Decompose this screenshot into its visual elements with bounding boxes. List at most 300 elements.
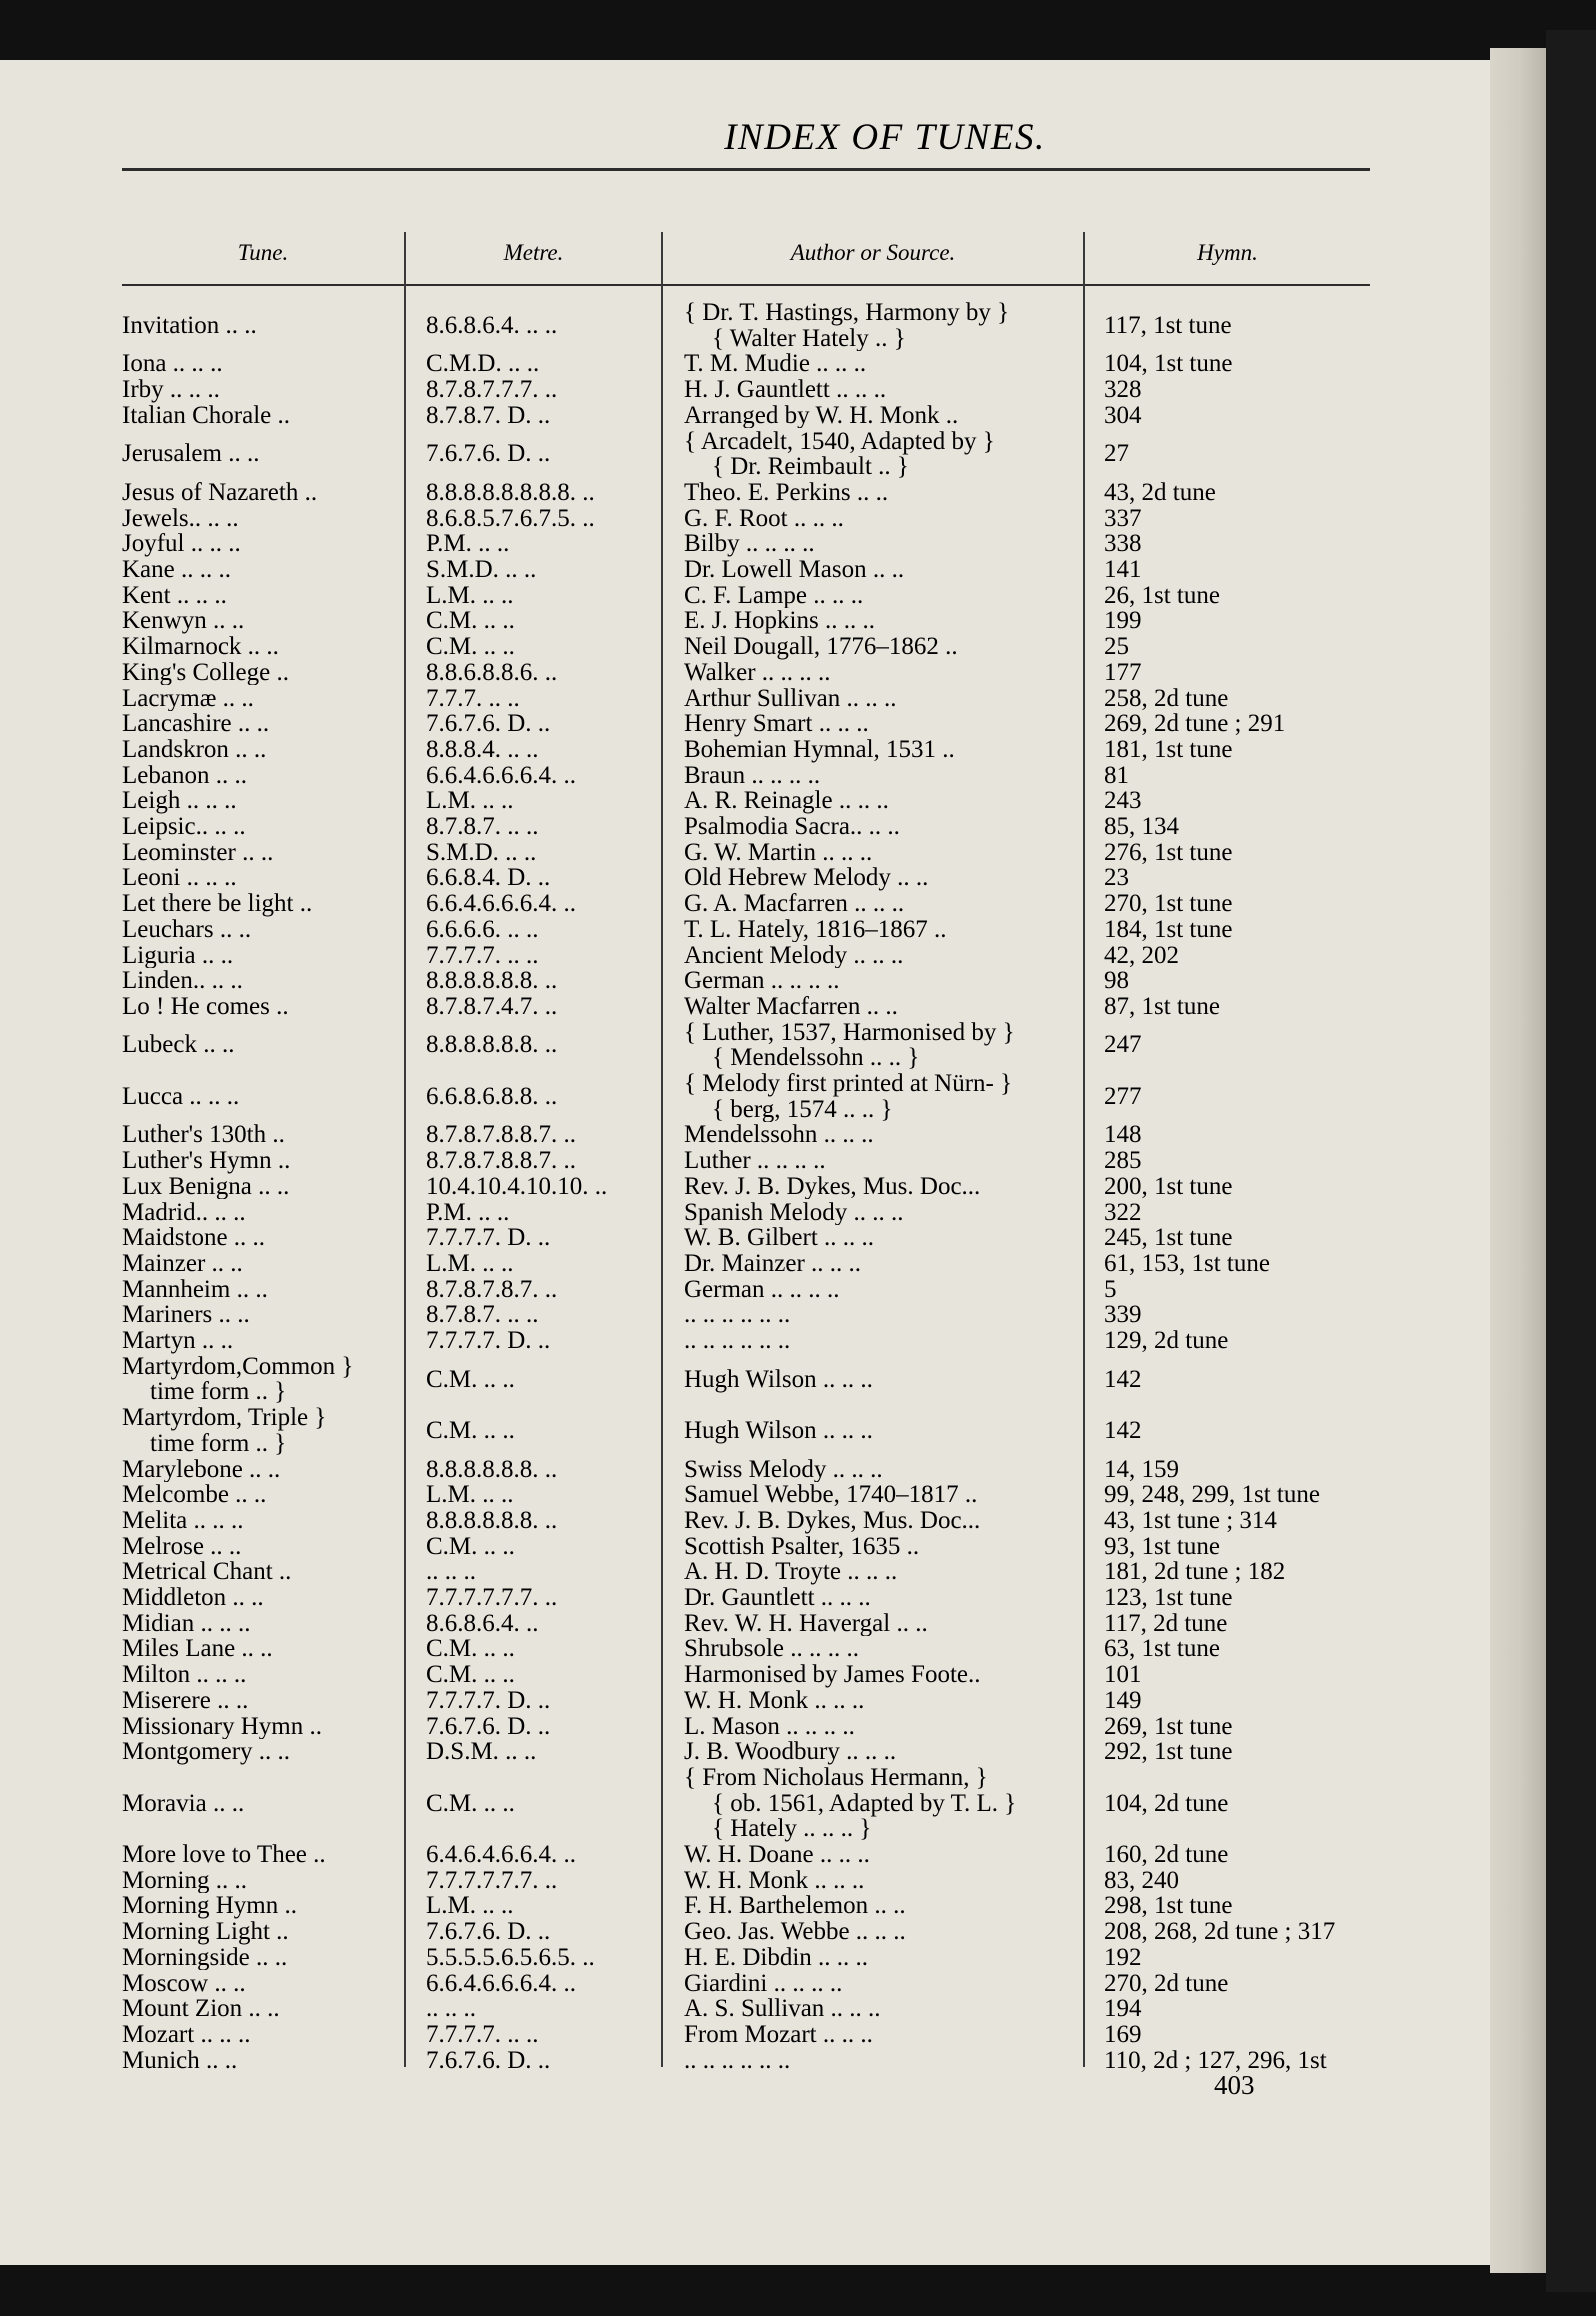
cell-tune xyxy=(122,1765,402,1842)
tune-text: Missionary Hymn .. xyxy=(122,1713,322,1740)
tune-text: Martyrdom,Common } xyxy=(122,1353,354,1380)
tune-text: Morning Hymn .. xyxy=(122,1893,297,1920)
cell-source xyxy=(684,763,1102,789)
tune-text: Lacrymæ .. .. xyxy=(122,685,254,712)
tune-text: Kilmarnock .. .. xyxy=(122,634,279,660)
cell-hymn xyxy=(1104,994,1404,1020)
cell-tune xyxy=(122,1996,402,2022)
cell-source xyxy=(684,1071,1102,1122)
cell-source xyxy=(684,557,1102,583)
cell-source xyxy=(684,686,1102,712)
metre-text: C.M.D. .. .. xyxy=(426,351,540,378)
cell-metre xyxy=(426,1302,676,1328)
cell-tune xyxy=(122,1688,402,1714)
hymn-text: 142 xyxy=(1104,1365,1142,1393)
source-text: Ancient Melody .. .. .. xyxy=(684,942,904,969)
cell-tune xyxy=(122,1714,402,1740)
source-text: A. H. D. Troyte .. .. .. xyxy=(684,1559,898,1585)
cell-tune xyxy=(122,1148,402,1174)
cell-tune xyxy=(122,1534,402,1560)
hymn-text: 85, 134 xyxy=(1104,814,1179,840)
cell-hymn xyxy=(1104,968,1404,994)
table-row xyxy=(122,968,1370,994)
cell-hymn xyxy=(1104,1688,1404,1714)
table-row xyxy=(122,1482,1370,1508)
source-text: .. .. .. .. .. .. xyxy=(684,1302,791,1328)
cell-metre xyxy=(426,1636,676,1662)
tune-text: Kane .. .. .. xyxy=(122,557,231,583)
cell-metre xyxy=(426,480,676,506)
source-text: { Luther, 1537, Harmonised by } xyxy=(684,1019,1015,1046)
top-rule xyxy=(122,168,1370,171)
tune-text: Italian Chorale .. xyxy=(122,402,290,429)
metre-text: 6.6.4.6.6.6.4. .. xyxy=(426,891,576,917)
hymn-text: 149 xyxy=(1104,1687,1142,1714)
cell-metre xyxy=(426,1020,676,1071)
table-row xyxy=(122,814,1370,840)
metre-text: 8.6.8.6.4. .. xyxy=(426,1610,539,1637)
tune-text: Lancashire .. .. xyxy=(122,711,270,737)
cell-hymn xyxy=(1104,377,1404,403)
metre-text: C.M. .. .. xyxy=(426,1416,515,1444)
cell-metre xyxy=(426,1328,676,1354)
hymn-text: 61, 153, 1st tune xyxy=(1104,1250,1270,1277)
cell-hymn xyxy=(1104,1714,1404,1740)
cell-tune xyxy=(122,1482,402,1508)
cell-hymn xyxy=(1104,1277,1404,1303)
cell-tune xyxy=(122,608,402,634)
cell-source xyxy=(684,1636,1102,1662)
cell-hymn xyxy=(1104,1302,1404,1328)
cell-source xyxy=(684,1662,1102,1688)
hymn-text: 200, 1st tune xyxy=(1104,1173,1233,1200)
cell-source xyxy=(684,2022,1102,2048)
source-text: H. J. Gauntlett .. .. .. xyxy=(684,377,887,403)
source-text: From Mozart .. .. .. xyxy=(684,2021,873,2048)
cell-source xyxy=(684,943,1102,969)
metre-text: 6.6.8.4. D. .. xyxy=(426,865,551,892)
metre-text: P.M. .. .. xyxy=(426,1199,510,1226)
cell-tune xyxy=(122,711,402,737)
tune-text: Linden.. .. .. xyxy=(122,968,243,994)
cell-metre xyxy=(426,840,676,866)
source-text: Bohemian Hymnal, 1531 .. xyxy=(684,736,955,763)
cell-hymn xyxy=(1104,814,1404,840)
tune-text: Kenwyn .. .. xyxy=(122,608,245,635)
cell-tune xyxy=(122,1200,402,1226)
source-text: W. H. Monk .. .. .. xyxy=(684,1867,865,1894)
table-row xyxy=(122,917,1370,943)
source-text: W. H. Monk .. .. .. xyxy=(684,1687,865,1714)
cell-hymn xyxy=(1104,840,1404,866)
cell-tune xyxy=(122,1251,402,1277)
cell-tune xyxy=(122,968,402,994)
cell-hymn xyxy=(1104,1020,1404,1071)
source-text: Bilby .. .. .. .. xyxy=(684,531,815,557)
table-row xyxy=(122,583,1370,609)
cell-hymn xyxy=(1104,1148,1404,1174)
tune-text: Leoni .. .. .. xyxy=(122,865,237,892)
cell-hymn xyxy=(1104,1354,1404,1405)
source-text: W. H. Doane .. .. .. xyxy=(684,1842,870,1868)
source-text: Geo. Jas. Webbe .. .. .. xyxy=(684,1919,906,1945)
table-row xyxy=(122,608,1370,634)
table-row xyxy=(122,1277,1370,1303)
cell-metre xyxy=(426,1174,676,1200)
hymn-text: 81 xyxy=(1104,762,1129,789)
source-text: Rev. J. B. Dykes, Mus. Doc... xyxy=(684,1173,981,1200)
cell-metre xyxy=(426,1945,676,1971)
cell-metre xyxy=(426,660,676,686)
cell-source xyxy=(684,1893,1102,1919)
cell-tune xyxy=(122,1277,402,1303)
source-text: H. E. Dibdin .. .. .. xyxy=(684,1944,869,1971)
cell-metre xyxy=(426,506,676,532)
cell-source xyxy=(684,351,1102,377)
source-text: { berg, 1574 .. .. } xyxy=(712,1095,893,1123)
cell-source xyxy=(684,506,1102,532)
table-row xyxy=(122,711,1370,737)
cell-source xyxy=(684,1354,1102,1405)
cell-metre xyxy=(426,814,676,840)
cell-source xyxy=(684,2048,1102,2074)
table-row xyxy=(122,1945,1370,1971)
hymn-text: 98 xyxy=(1104,968,1129,994)
table-row xyxy=(122,943,1370,969)
source-text: Neil Dougall, 1776–1862 .. xyxy=(684,634,958,660)
table-row xyxy=(122,480,1370,506)
table-row xyxy=(122,351,1370,377)
cell-source xyxy=(684,1971,1102,1997)
cell-hymn xyxy=(1104,711,1404,737)
source-text: Old Hebrew Melody .. .. xyxy=(684,865,929,892)
source-text: Dr. Mainzer .. .. .. xyxy=(684,1250,862,1277)
metre-text: 8.7.8.7.8.8.7. .. xyxy=(426,1148,576,1174)
table-row xyxy=(122,763,1370,789)
cell-hymn xyxy=(1104,351,1404,377)
source-text: G. F. Root .. .. .. xyxy=(684,505,844,532)
metre-text: 7.7.7.7. D. .. xyxy=(426,1328,551,1354)
table-row xyxy=(122,1559,1370,1585)
source-text: A. R. Reinagle .. .. .. xyxy=(684,788,889,814)
cell-metre xyxy=(426,531,676,557)
cell-hymn xyxy=(1104,660,1404,686)
cell-source xyxy=(684,840,1102,866)
cell-metre xyxy=(426,1868,676,1894)
cell-hymn xyxy=(1104,1534,1404,1560)
table-row xyxy=(122,403,1370,429)
cell-source xyxy=(684,737,1102,763)
hymn-text: 269, 1st tune xyxy=(1104,1713,1233,1740)
tune-text: Joyful .. .. .. xyxy=(122,531,241,557)
tune-text: More love to Thee .. xyxy=(122,1842,326,1868)
source-text: Arthur Sullivan .. .. .. xyxy=(684,685,897,712)
table-row xyxy=(122,840,1370,866)
metre-text: 8.8.8.8.8.8. .. xyxy=(426,1507,558,1534)
source-text: T. M. Mudie .. .. .. xyxy=(684,351,867,378)
source-text: F. H. Barthelemon .. .. xyxy=(684,1893,906,1920)
source-text: Harmonised by James Foote.. xyxy=(684,1662,981,1688)
tune-text: Mannheim .. .. xyxy=(122,1276,268,1303)
tune-text: Maidstone .. .. xyxy=(122,1225,266,1251)
source-text: Dr. Gauntlett .. .. .. xyxy=(684,1585,871,1611)
cell-hymn xyxy=(1104,583,1404,609)
table-row xyxy=(122,660,1370,686)
source-text: Mendelssohn .. .. .. xyxy=(684,1122,874,1149)
cell-source xyxy=(684,994,1102,1020)
tune-text: Melcombe .. .. xyxy=(122,1482,267,1508)
table-row xyxy=(122,1071,1370,1122)
tune-text: Iona .. .. .. xyxy=(122,351,223,378)
cell-hymn xyxy=(1104,2022,1404,2048)
tune-text: Lux Benigna .. .. xyxy=(122,1173,290,1200)
cell-tune xyxy=(122,531,402,557)
header-rule xyxy=(122,284,1370,286)
cell-metre xyxy=(426,1765,676,1842)
cell-tune xyxy=(122,403,402,429)
cell-metre xyxy=(426,1482,676,1508)
cell-tune xyxy=(122,1225,402,1251)
metre-text: 7.7.7.7.7.7. .. xyxy=(426,1867,558,1894)
tune-text: Invitation .. .. xyxy=(122,311,257,339)
hymn-text: 99, 248, 299, 1st tune xyxy=(1104,1482,1320,1508)
cell-source xyxy=(684,634,1102,660)
table-row xyxy=(122,1662,1370,1688)
metre-text: .. .. .. xyxy=(426,1996,476,2022)
source-text: Rev. J. B. Dykes, Mus. Doc... xyxy=(684,1507,981,1534)
table-row xyxy=(122,1842,1370,1868)
source-text: Arranged by W. H. Monk .. xyxy=(684,402,959,429)
table-row xyxy=(122,1122,1370,1148)
page-title: INDEX OF TUNES. xyxy=(724,117,1046,158)
cell-hymn xyxy=(1104,763,1404,789)
cell-hymn xyxy=(1104,1559,1404,1585)
tune-text: Miles Lane .. .. xyxy=(122,1636,273,1663)
hymn-text: 129, 2d tune xyxy=(1104,1328,1229,1354)
table-row xyxy=(122,1996,1370,2022)
source-text: Samuel Webbe, 1740–1817 .. xyxy=(684,1482,978,1508)
tune-text: Mariners .. .. xyxy=(122,1302,250,1328)
cell-metre xyxy=(426,968,676,994)
metre-text: 8.8.8.8.8.8.8.8. .. xyxy=(426,479,595,506)
tune-text: Melita .. .. .. xyxy=(122,1507,244,1534)
cell-tune xyxy=(122,1020,402,1071)
source-text: Dr. Lowell Mason .. .. xyxy=(684,557,905,583)
metre-text: 10.4.10.4.10.10. .. xyxy=(426,1173,608,1200)
metre-text: C.M. .. .. xyxy=(426,1533,515,1560)
cell-tune xyxy=(122,583,402,609)
source-text: Swiss Melody .. .. .. xyxy=(684,1456,883,1483)
cell-hymn xyxy=(1104,1482,1404,1508)
source-text: Braun .. .. .. .. xyxy=(684,762,821,789)
cell-source xyxy=(684,660,1102,686)
cell-tune xyxy=(122,480,402,506)
cell-hymn xyxy=(1104,1200,1404,1226)
cell-metre xyxy=(426,403,676,429)
tune-text: Kent .. .. .. xyxy=(122,582,227,609)
tune-text: Lo ! He comes .. xyxy=(122,993,289,1020)
cell-tune xyxy=(122,1662,402,1688)
source-text: Hugh Wilson .. .. .. xyxy=(684,1416,873,1444)
cell-tune xyxy=(122,2022,402,2048)
tune-text: Let there be light .. xyxy=(122,891,313,917)
cell-hymn xyxy=(1104,1739,1404,1765)
tune-text: time form .. } xyxy=(150,1429,287,1457)
table-row xyxy=(122,1636,1370,1662)
cell-hymn xyxy=(1104,1996,1404,2022)
hymn-text: 142 xyxy=(1104,1416,1142,1444)
cell-source xyxy=(684,1020,1102,1071)
cell-source xyxy=(684,1919,1102,1945)
tune-text: Martyn .. .. xyxy=(122,1328,234,1354)
cell-metre xyxy=(426,1739,676,1765)
cell-hymn xyxy=(1104,1636,1404,1662)
cell-metre xyxy=(426,1508,676,1534)
cell-tune xyxy=(122,1945,402,1971)
tune-text: Irby .. .. .. xyxy=(122,377,220,403)
source-text: German .. .. .. .. xyxy=(684,968,840,994)
cell-tune xyxy=(122,377,402,403)
cell-hymn xyxy=(1104,1919,1404,1945)
cell-tune xyxy=(122,1328,402,1354)
cell-tune xyxy=(122,865,402,891)
column-header-tune: Tune. xyxy=(237,240,289,265)
hymn-text: 304 xyxy=(1104,402,1142,429)
cell-source xyxy=(684,1328,1102,1354)
cell-tune xyxy=(122,891,402,917)
column-header-source: Author or Source. xyxy=(790,240,956,265)
cell-source xyxy=(684,1225,1102,1251)
tune-text: Middleton .. .. xyxy=(122,1585,264,1611)
metre-text: 8.7.8.7. .. .. xyxy=(426,814,539,840)
cell-tune xyxy=(122,300,402,351)
metre-text: 8.8.8.4. .. .. xyxy=(426,736,539,763)
cell-hymn xyxy=(1104,1251,1404,1277)
column-header-hymn: Hymn. xyxy=(1197,240,1258,265)
hymn-text: 43, 2d tune xyxy=(1104,479,1216,506)
cell-source xyxy=(684,1611,1102,1637)
cell-source xyxy=(684,1302,1102,1328)
cell-hymn xyxy=(1104,1893,1404,1919)
cell-source xyxy=(684,1174,1102,1200)
hymn-text: 243 xyxy=(1104,788,1142,814)
source-text: J. B. Woodbury .. .. .. xyxy=(684,1739,897,1765)
cell-tune xyxy=(122,1868,402,1894)
cell-metre xyxy=(426,557,676,583)
cell-metre xyxy=(426,1893,676,1919)
cell-metre xyxy=(426,737,676,763)
hymn-text: 184, 1st tune xyxy=(1104,916,1233,943)
tune-text: Montgomery .. .. xyxy=(122,1739,291,1765)
hymn-text: 194 xyxy=(1104,1996,1142,2022)
page-number: 403 xyxy=(1214,2070,1255,2100)
source-text: T. L. Hately, 1816–1867 .. xyxy=(684,916,947,943)
hymn-text: 199 xyxy=(1104,608,1142,635)
cell-source xyxy=(684,1457,1102,1483)
cell-hymn xyxy=(1104,1945,1404,1971)
hymn-text: 270, 2d tune xyxy=(1104,1970,1229,1997)
metre-text: L.M. .. .. xyxy=(426,1893,514,1920)
cell-source xyxy=(684,608,1102,634)
table-row xyxy=(122,1354,1370,1405)
table-row xyxy=(122,1148,1370,1174)
source-text: { Arcadelt, 1540, Adapted by } xyxy=(684,428,995,455)
source-text: .. .. .. .. .. .. xyxy=(684,2047,791,2074)
cell-metre xyxy=(426,686,676,712)
table-row xyxy=(122,1328,1370,1354)
cell-source xyxy=(684,1714,1102,1740)
cell-tune xyxy=(122,994,402,1020)
cell-metre xyxy=(426,300,676,351)
cell-tune xyxy=(122,634,402,660)
tune-text: Melrose .. .. xyxy=(122,1533,242,1560)
hymn-text: 181, 1st tune xyxy=(1104,736,1233,763)
source-text: Luther .. .. .. .. xyxy=(684,1148,826,1174)
cell-source xyxy=(684,711,1102,737)
metre-text: 7.6.7.6. D. .. xyxy=(426,440,551,468)
tune-text: Munich .. .. xyxy=(122,2047,238,2074)
source-text: Walker .. .. .. .. xyxy=(684,659,831,686)
hymn-text: 42, 202 xyxy=(1104,942,1179,969)
hymn-text: 322 xyxy=(1104,1199,1142,1226)
cell-tune xyxy=(122,660,402,686)
cell-metre xyxy=(426,608,676,634)
cell-metre xyxy=(426,1662,676,1688)
cell-source xyxy=(684,1945,1102,1971)
cell-source xyxy=(684,1122,1102,1148)
cell-tune xyxy=(122,1611,402,1637)
cell-metre xyxy=(426,1277,676,1303)
metre-text: 8.7.8.7.4.7. .. xyxy=(426,993,558,1020)
table-row xyxy=(122,1534,1370,1560)
cell-tune xyxy=(122,1457,402,1483)
cell-tune xyxy=(122,1122,402,1148)
tune-text: Milton .. .. .. xyxy=(122,1662,247,1688)
metre-text: 8.7.8.7.7.7. .. xyxy=(426,377,558,403)
cell-hymn xyxy=(1104,1071,1404,1122)
hymn-text: 25 xyxy=(1104,634,1129,660)
tune-text: Leigh .. .. .. xyxy=(122,788,237,814)
metre-text: D.S.M. .. .. xyxy=(426,1739,537,1765)
cell-hymn xyxy=(1104,917,1404,943)
tune-text: Miserere .. .. xyxy=(122,1687,249,1714)
cell-hymn xyxy=(1104,1662,1404,1688)
cell-hymn xyxy=(1104,943,1404,969)
cell-metre xyxy=(426,1585,676,1611)
cell-metre xyxy=(426,891,676,917)
cell-metre xyxy=(426,865,676,891)
cell-hymn xyxy=(1104,1971,1404,1997)
cell-hymn xyxy=(1104,1328,1404,1354)
hymn-text: 208, 268, 2d tune ; 317 xyxy=(1104,1919,1336,1945)
tune-text: Lucca .. .. .. xyxy=(122,1082,240,1110)
metre-text: 8.7.8.7. .. .. xyxy=(426,1302,539,1328)
source-text: Rev. W. H. Havergal .. .. xyxy=(684,1610,928,1637)
cell-metre xyxy=(426,1714,676,1740)
metre-text: S.M.D. .. .. xyxy=(426,839,537,866)
cell-hymn xyxy=(1104,1405,1404,1456)
table-row xyxy=(122,377,1370,403)
hymn-text: 298, 1st tune xyxy=(1104,1893,1233,1920)
hymn-text: 117, 2d tune xyxy=(1104,1610,1228,1637)
cell-tune xyxy=(122,1559,402,1585)
tune-text: Marylebone .. .. xyxy=(122,1456,281,1483)
table-row xyxy=(122,1714,1370,1740)
cell-source xyxy=(684,1277,1102,1303)
cell-hymn xyxy=(1104,608,1404,634)
cell-source xyxy=(684,814,1102,840)
cell-hymn xyxy=(1104,865,1404,891)
